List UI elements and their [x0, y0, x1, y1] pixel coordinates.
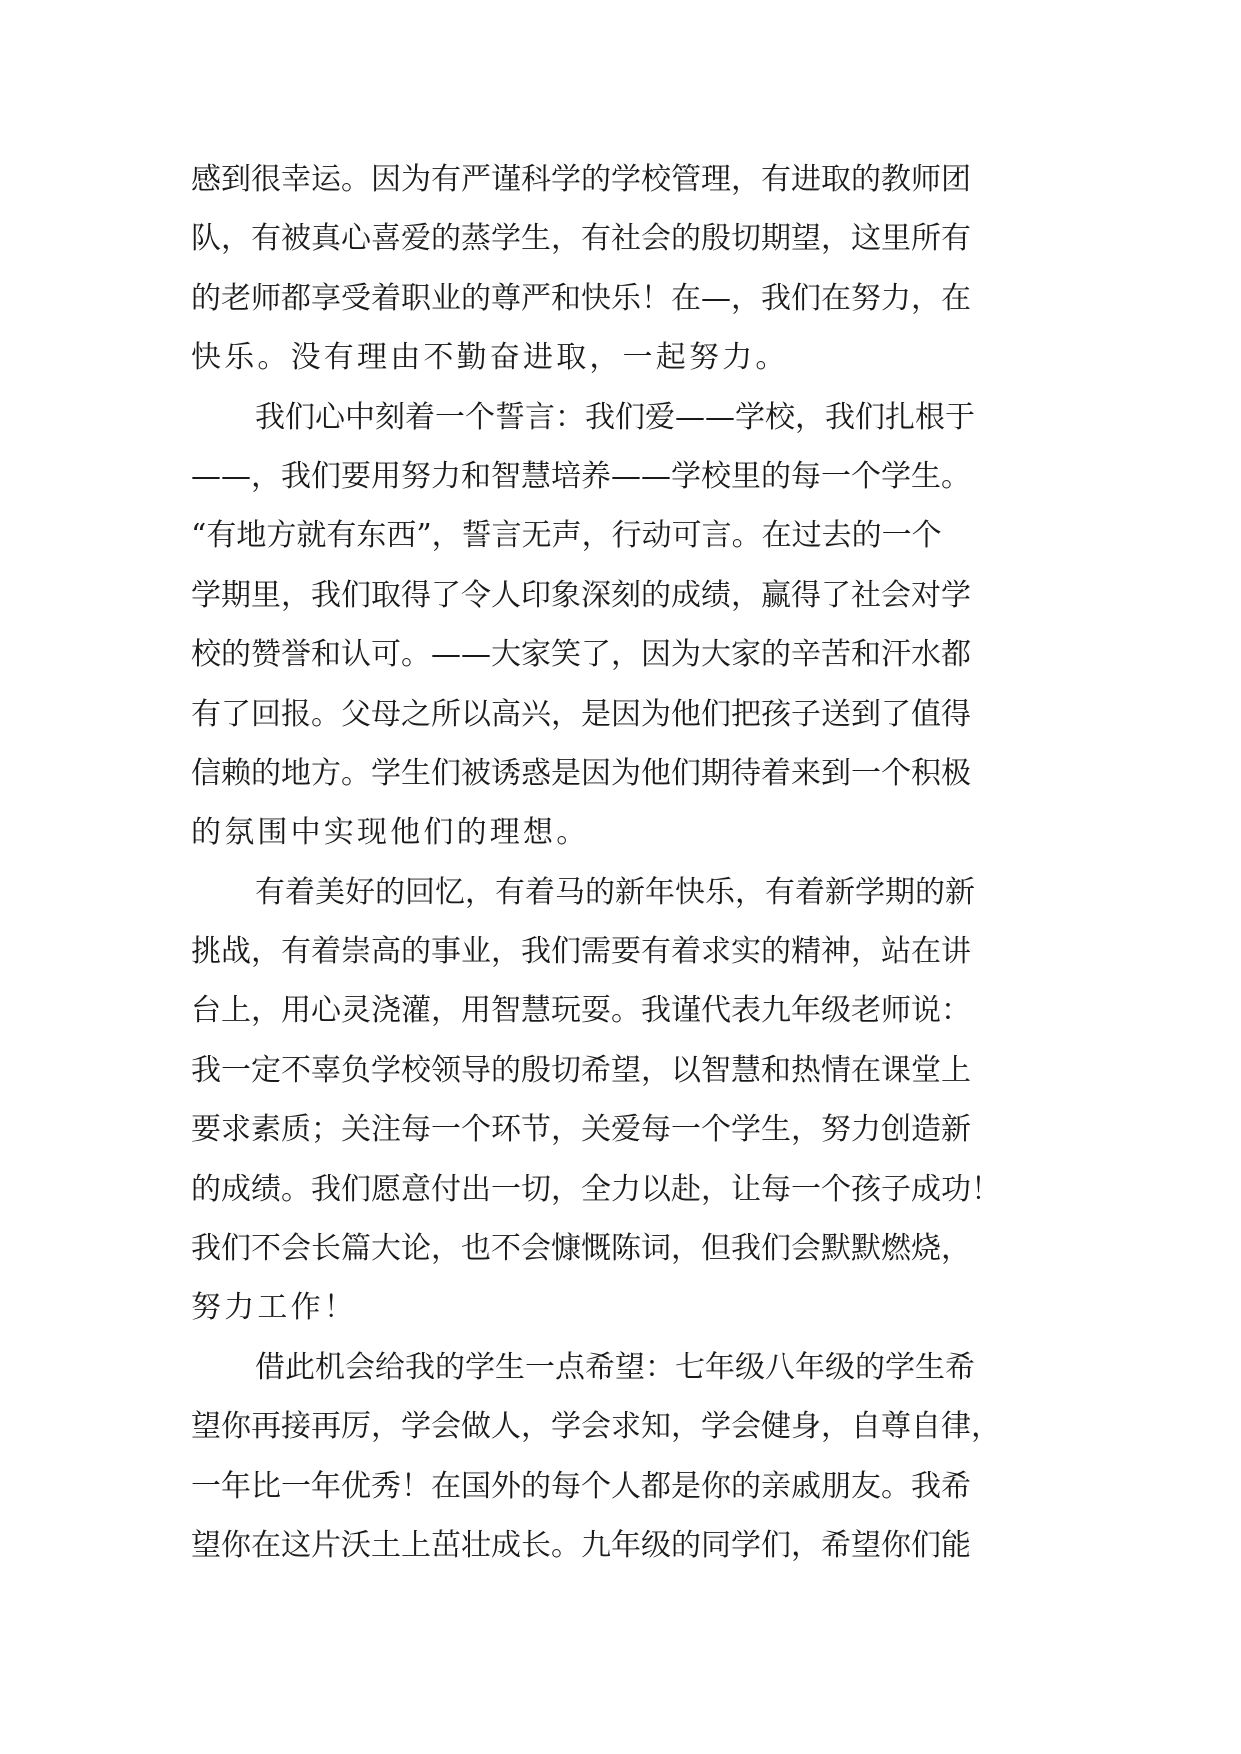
text-line: 感到很幸运。因为有严谨科学的学校管理，有进取的教师团 [191, 162, 971, 197]
text-line: ——，我们要用努力和智慧培养——学校里的每一个学生。 [191, 458, 971, 494]
text-line: 望你再接再厉，学会做人，学会求知，学会健身，自尊自律， [191, 1409, 1001, 1445]
text-line: 信赖的地方。学生们被诱惑是因为他们期待着来到一个积极 [191, 755, 971, 791]
text-line: 的成绩。我们愿意付出一切，全力以赴，让每一个孩子成功！ [191, 1171, 1001, 1207]
paragraph-first-line: 有着美好的回忆，有着马的新年快乐，有着新学期的新 [255, 874, 975, 910]
text-line: 学期里，我们取得了令人印象深刻的成绩，赢得了社会对学 [191, 577, 971, 613]
text-line: 的氛围中实现他们的理想。 [191, 815, 590, 851]
text-line: 的老师都享受着职业的尊严和快乐！在—，我们在努力，在 [191, 280, 971, 316]
body-text [191, 150, 1051, 1575]
text-line: 我们不会长篇大论，也不会慷慨陈词，但我们会默默燃烧， [191, 1231, 971, 1267]
text-line: 要求素质；关注每一个环节，关爱每一个学生，努力创造新 [191, 1112, 971, 1148]
paragraph-first-line: 我们心中刻着一个誓言：我们爱——学校，我们扎根于 [255, 399, 975, 435]
text-line: 台上，用心灵浇灌，用智慧玩耍。我谨代表九年级老师说： [191, 993, 971, 1029]
text-line: “有地方就有东西”，誓言无声，行动可言。在过去的一个 [191, 518, 942, 554]
text-line: 有了回报。父母之所以高兴，是因为他们把孩子送到了值得 [191, 696, 971, 732]
text-line: 努力工作！ [191, 1290, 357, 1326]
text-line: 一年比一年优秀！在国外的每个人都是你的亲戚朋友。我希 [191, 1468, 971, 1504]
paragraph-first-line: 借此机会给我的学生一点希望：七年级八年级的学生希 [255, 1349, 975, 1385]
text-line: 快乐。没有理由不勤奋进取，一起努力。 [191, 340, 789, 376]
text-line: 我一定不辜负学校领导的殷切希望，以智慧和热情在课堂上 [191, 1052, 971, 1088]
text-line: 校的赞誉和认可。——大家笑了，因为大家的辛苦和汗水都 [191, 637, 971, 673]
text-line: 队，有被真心喜爱的蒸学生，有社会的殷切期望，这里所有 [191, 221, 971, 257]
text-line: 望你在这片沃土上茁壮成长。九年级的同学们，希望你们能 [191, 1527, 971, 1563]
text-line: 挑战，有着崇高的事业，我们需要有着求实的精神，站在讲 [191, 934, 971, 970]
